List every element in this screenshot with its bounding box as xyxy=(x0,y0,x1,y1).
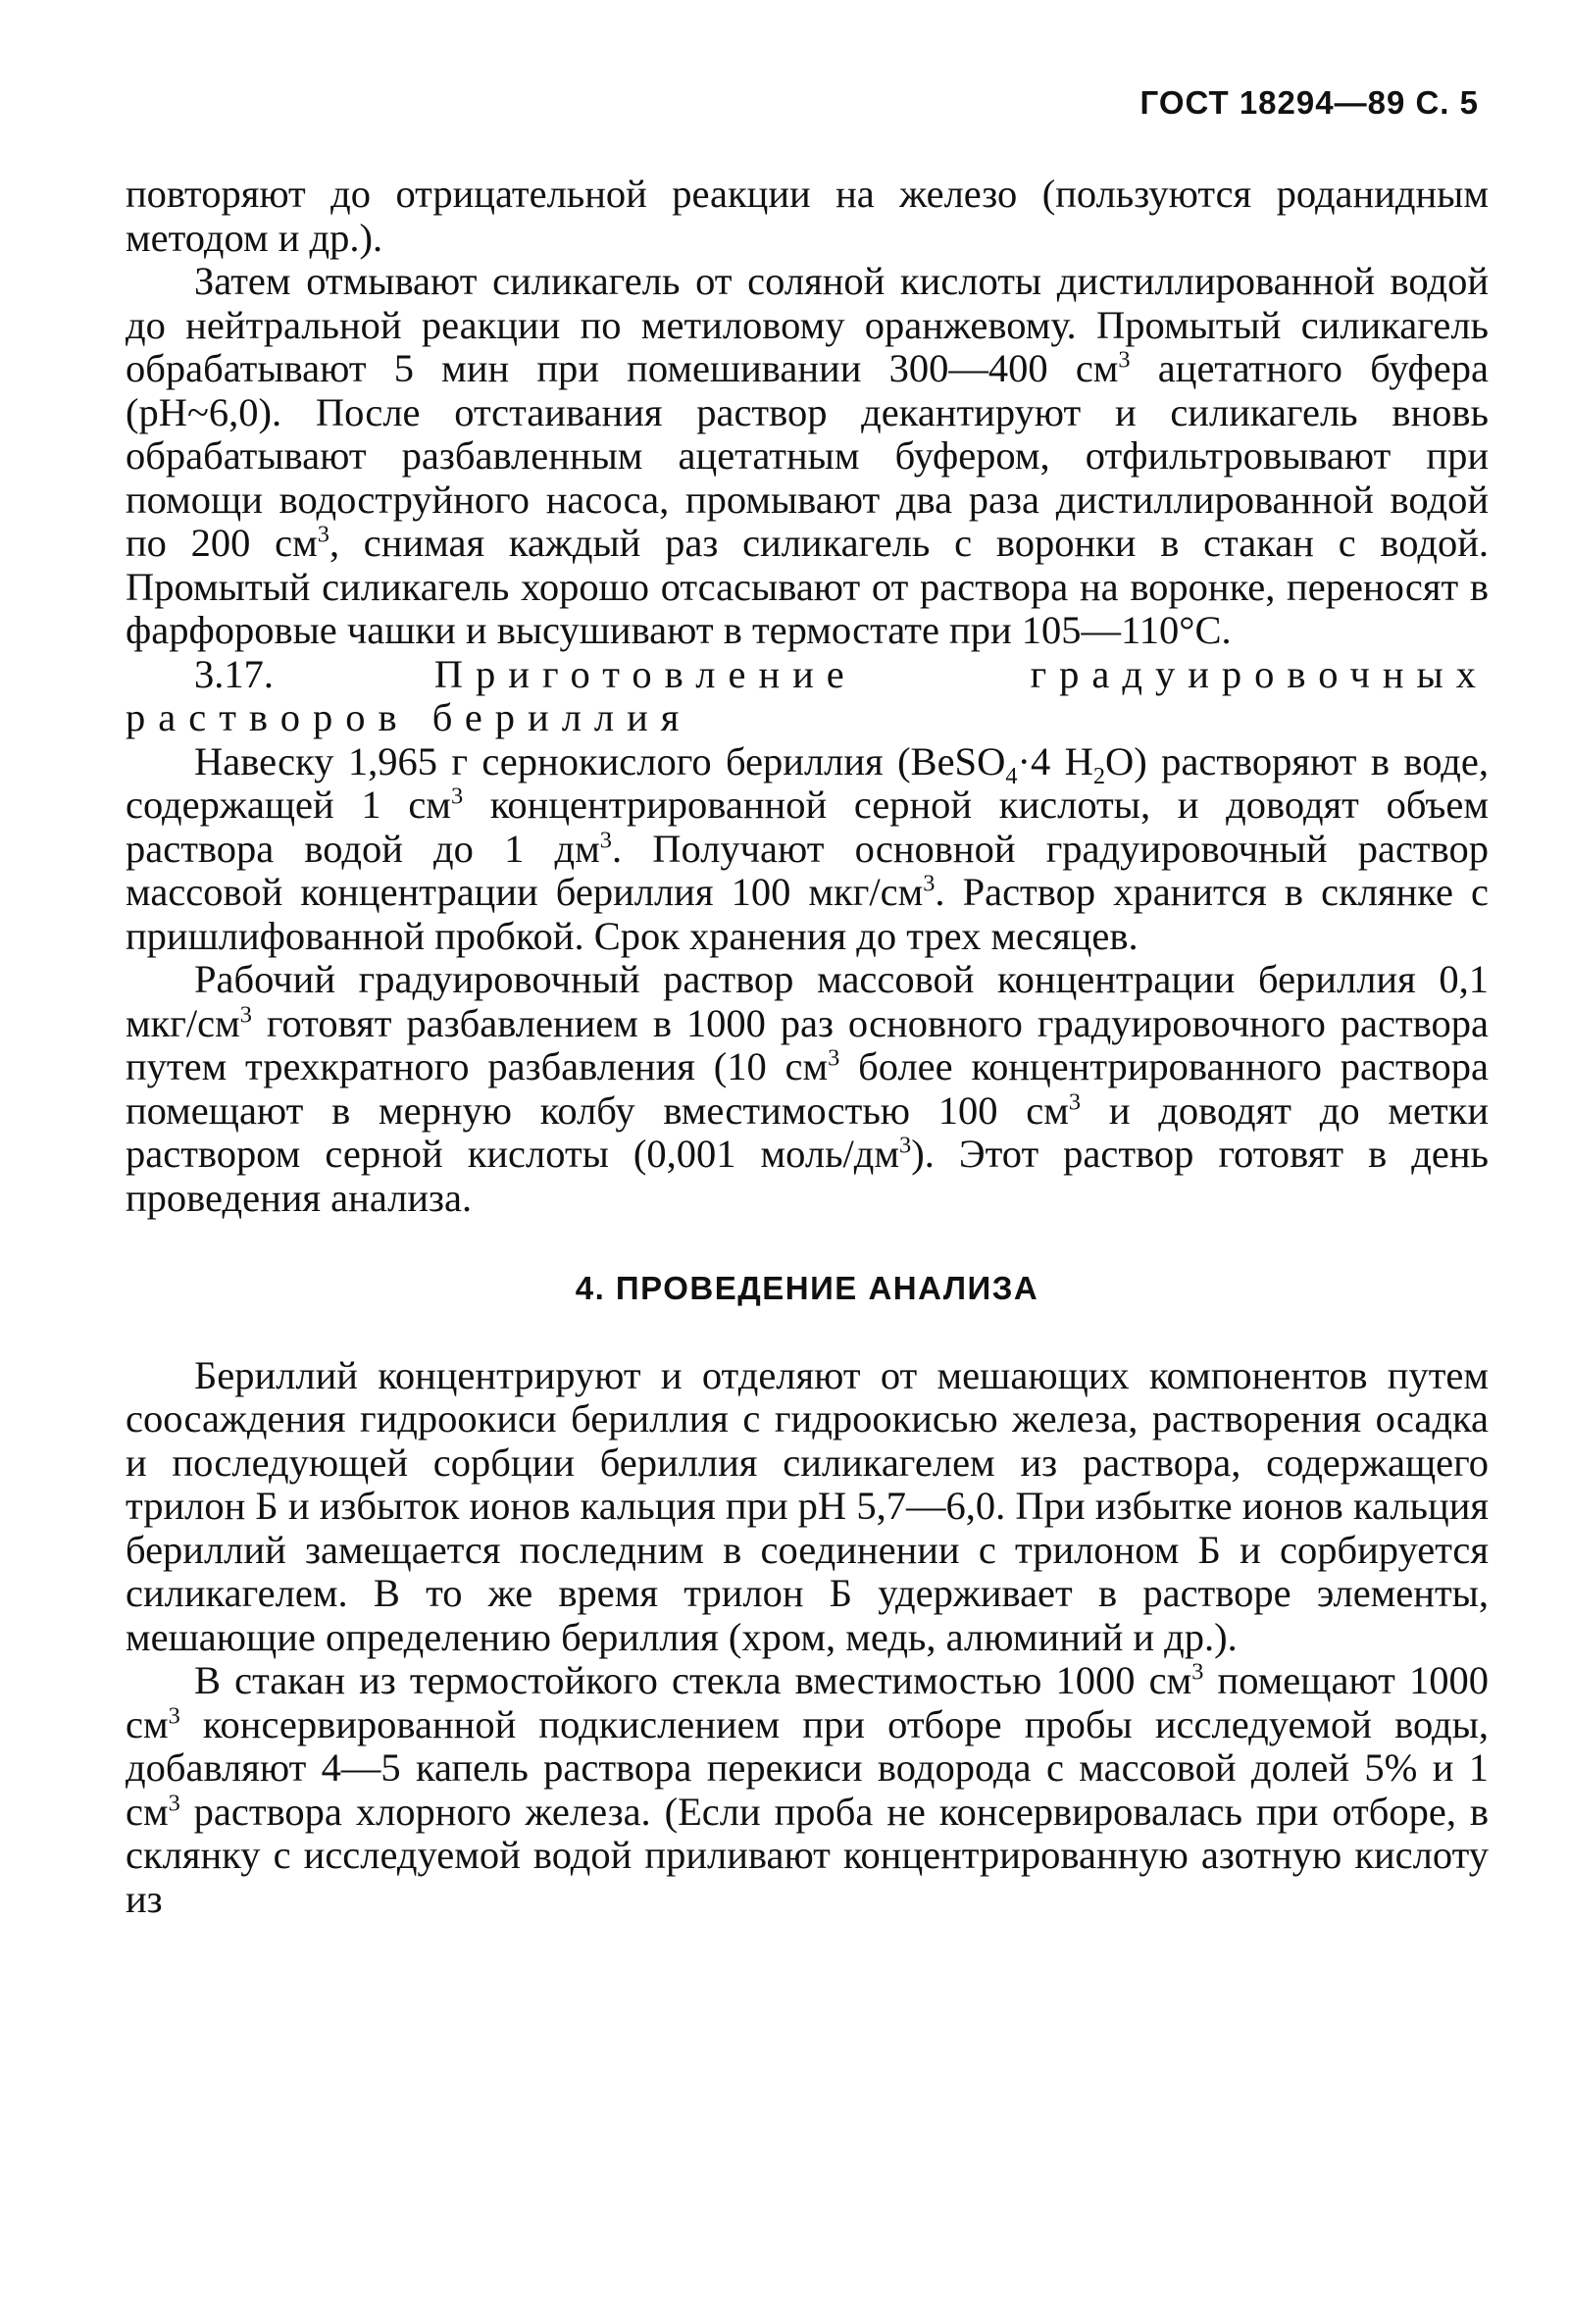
paragraph-procedure-start xyxy=(126,1659,1489,1921)
subscript: 2 xyxy=(1092,762,1106,789)
text-run: концентрированной серной кислоты, и доводят объем раствора водой до 1 дм xyxy=(126,783,1489,871)
document-body xyxy=(126,173,1489,1921)
superscript: 3 xyxy=(450,783,464,810)
text-run: помещают 1000 см xyxy=(126,1658,1489,1746)
paragraph-working-solution xyxy=(126,958,1489,1220)
text-run: консервированной подкислением при отборе пробы исследуемой воды, добавляют 4—5 капель раствора перекиси водорода с массовой долей 5% и 1 см xyxy=(126,1701,1489,1834)
clause-title: Приготовление градуировочных растворов бериллия xyxy=(126,651,1489,739)
superscript: 3 xyxy=(168,1790,180,1816)
paragraph-text: Бериллий концентрируют и отделяют от мешающих компонентов путем соосаждения гидроокиси бериллия с гидроокисью железа, растворения осадка и последующей сорбции бериллия силикагелем из раствора, содержащего трилон Б и избыток ионов кальция при pH 5,7—6,0. При избытке ионов кальция бериллий замещается последним в соединении с трилоном Б и сорбируется силикагелем. В то же время трилон Б удерживает в растворе элементы, мешающие определению бериллия (хром, медь, алюминий и др.). xyxy=(126,1352,1489,1659)
text-run: ацетатного буфера (pH~6,0). После отстаивания раствор декантируют и силикагель вновь обрабатывают разбавленным ацетатным буфером, отфильтровывают при помощи водоструйного насоса, промывают два раза дистиллированной водой по 200 см xyxy=(126,346,1489,565)
text-run: Навеску 1,965 г сернокислого бериллия (BeSO xyxy=(194,738,1006,783)
text-run: , снимая каждый раз силикагель с воронки в стакан с водой. Промытый силикагель хорошо отсасывают от раствора на воронке, переносят в фарфоровые чашки и высушивают в термостате при 105—110°С. xyxy=(126,521,1489,652)
section-4-heading: 4. ПРОВЕДЕНИЕ АНАЛИЗА xyxy=(575,1270,1039,1306)
text-run: В стакан из термостойкого стекла вместимостью 1000 см xyxy=(194,1658,1192,1702)
superscript: 3 xyxy=(239,1001,252,1028)
text-run: O) растворяют в воде, содержащей 1 см xyxy=(126,738,1489,827)
text-run: раствора хлорного железа. (Если проба не консервировалась при отборе, в склянку с исследуемой водой приливают концентрированную азотную кислоту из xyxy=(126,1789,1489,1921)
text-run: более концентрированного раствора помещают в мерную колбу вместимостью 100 см xyxy=(126,1044,1489,1133)
superscript: 3 xyxy=(899,1132,912,1159)
superscript: 3 xyxy=(168,1702,180,1729)
running-header: ГОСТ 18294—89 С. 5 xyxy=(1139,84,1479,121)
paragraph-stock-solution xyxy=(126,740,1489,959)
superscript: 3 xyxy=(923,870,936,897)
superscript: 3 xyxy=(1068,1088,1082,1115)
text-run: Затем отмывают силикагель от соляной кислоты дистиллированной водой до нейтральной реакции по метиловому оранжевому. Промытый силикагель обрабатывают 5 мин при помешивании 300—400 см xyxy=(126,259,1489,390)
superscript: 3 xyxy=(828,1044,840,1072)
superscript: 3 xyxy=(599,827,612,853)
clause-number: 3.17. xyxy=(194,651,274,696)
text-run: . Раствор хранится в склянке с пришлифованной пробкой. Срок хранения до трех месяцев. xyxy=(126,870,1489,958)
text-run: ·4 H xyxy=(1017,738,1093,783)
clause-3-17-heading xyxy=(126,653,1489,740)
text-run: и доводят до метки раствором серной кислоты (0,001 моль/дм xyxy=(126,1087,1489,1176)
text-run: ). Этот раствор готовят в день проведения анализа. xyxy=(126,1132,1489,1220)
paragraph-text: повторяют до отрицательной реакции на железо (пользуются роданидным методом и др.). xyxy=(126,172,1489,260)
superscript: 3 xyxy=(1118,346,1131,374)
text-run: . Получают основной градуировочный раствор массовой концентрации бериллия 100 мкг/см xyxy=(126,826,1489,914)
paragraph-continuation xyxy=(126,173,1489,260)
paragraph-silica-washing xyxy=(126,260,1489,653)
superscript: 3 xyxy=(317,521,329,548)
text-run: Рабочий градуировочный раствор массовой концентрации бериллия 0,1 мкг/см xyxy=(126,957,1489,1045)
text-run: готовят разбавлением в 1000 раз основного градуировочного раствора путем трехкратного разбавления (10 см xyxy=(126,1000,1489,1088)
superscript: 3 xyxy=(1191,1658,1204,1686)
paragraph-method-principle xyxy=(126,1354,1489,1660)
subscript: 4 xyxy=(1005,762,1018,789)
